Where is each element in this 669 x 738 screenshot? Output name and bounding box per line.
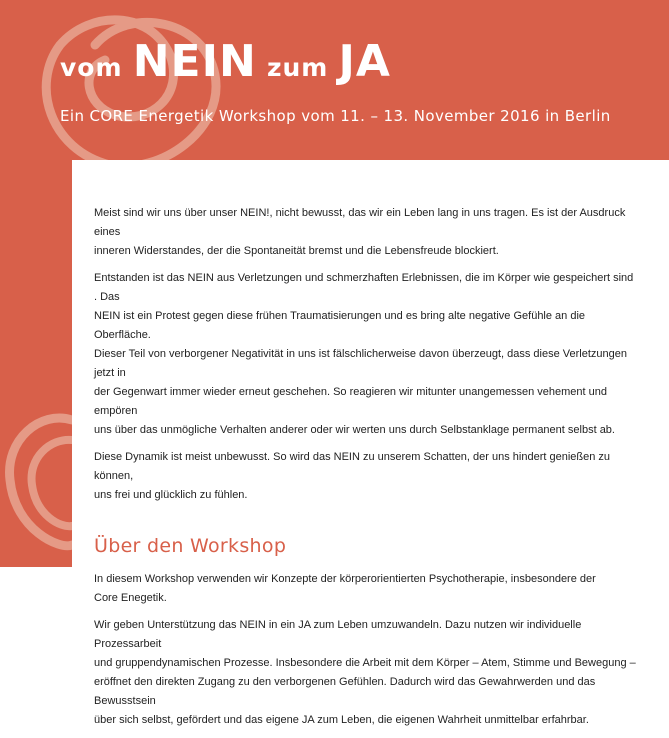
title-word-zum: zum (266, 53, 329, 82)
intro-paragraph-3 (94, 448, 639, 505)
text-line: Diese Dynamik ist meist unbewusst. So wird das NEIN zu unserem Schatten, der uns hindert genießen zu können, (94, 451, 611, 482)
text-line: Wir geben Unterstützung das NEIN in ein JA zum Leben umzuwandeln. Dazu nutzen wir individuelle Prozessarbeit (94, 619, 582, 650)
workshop-paragraph-2 (94, 616, 639, 730)
text-line: NEIN ist ein Protest gegen diese frühen Traumatisierungen und es bring alte negative Gefühle an die Oberfläche. (94, 310, 586, 341)
intro-paragraph-1 (94, 204, 639, 261)
workshop-paragraph-1 (94, 570, 639, 608)
text-line: Dieser Teil von verborgener Negativität in uns ist fälschlicherweise davon überzeugt, dass diese Verletzungen jetzt in (94, 348, 627, 379)
text-line: Meist sind wir uns über unser NEIN!, nicht bewusst, das wir ein Leben lang in uns tragen. Es ist der Ausdruck eines (94, 207, 626, 238)
title-word-vom: vom (60, 53, 123, 82)
text-line: In diesem Workshop verwenden wir Konzepte der körperorientierten Psychotherapie, insbesondere der (94, 573, 596, 585)
content-body (94, 204, 639, 738)
workshop-section-heading: Über den Workshop (94, 535, 287, 557)
text-line: uns frei und glücklich zu fühlen. (94, 489, 248, 501)
title-word-ja: JA (338, 36, 391, 87)
title-word-nein: NEIN (132, 36, 257, 87)
page-title (60, 36, 391, 87)
text-line: Entstanden ist das NEIN aus Verletzungen und schmerzhaften Erlebnissen, die im Körper wie gespeichert sind . Das (94, 272, 634, 303)
text-line: inneren Widerstandes, der die Spontaneität bremst und die Lebensfreude blockiert. (94, 245, 499, 257)
text-line: uns über das unmögliche Verhalten anderer oder wir werten uns durch Selbstanklage permanent selbst ab. (94, 424, 615, 436)
text-line: über sich selbst, gefördert und das eigene JA zum Leben, die eigenen Wahrheit unmittelbar erfahrbar. (94, 714, 589, 726)
text-line: Core Enegetik. (94, 592, 167, 604)
text-line: eröffnet den direkten Zugang zu den verborgenen Gefühlen. Dadurch wird das Gewahrwerden und das Bewusstsein (94, 676, 596, 707)
text-line: der Gegenwart immer wieder erneut geschehen. So reagieren wir mitunter unangemessen vehement und empören (94, 386, 608, 417)
content-panel (72, 160, 669, 726)
intro-paragraph-2 (94, 269, 639, 440)
page-subtitle: Ein CORE Energetik Workshop vom 11. – 13. November 2016 in Berlin (60, 107, 611, 125)
text-line: und gruppendynamischen Prozesse. Insbesondere die Arbeit mit dem Körper – Atem, Stimme und Bewegung – (94, 657, 636, 669)
